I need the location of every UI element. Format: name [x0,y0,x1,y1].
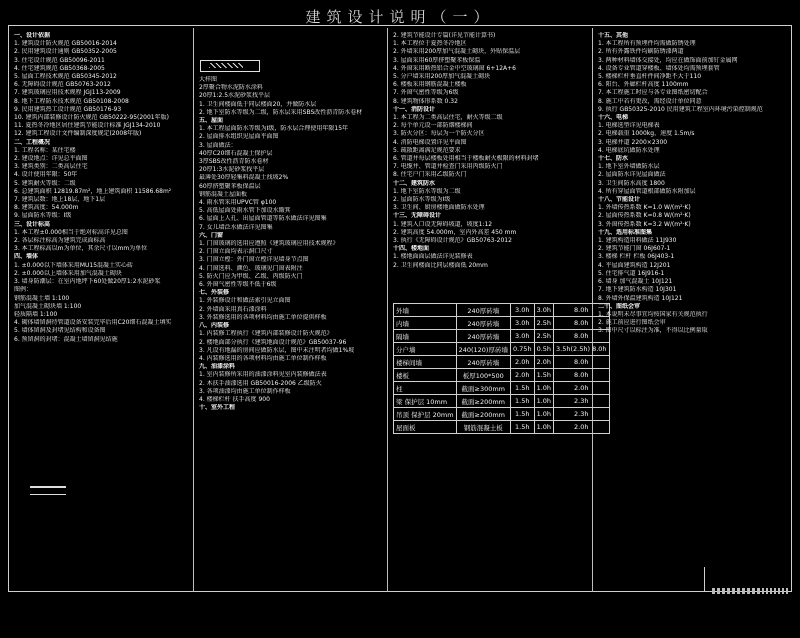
note-line: 5. 墙体留洞及封堵见结构和设备图 [14,327,106,335]
note-line: 2. 电梯载重 1000kg，速度 1.5m/s [598,130,695,138]
table-cell: 隔墙 [394,330,457,343]
note-line: 20厚1:2.5水泥砂浆找平层 [199,92,271,100]
table-cell: 8.0h [554,317,610,330]
table-cell: 2.0h [534,356,553,369]
note-line: 3. 住宅设计规范 GB50096-2011 [14,56,105,64]
note-line: 十一、消防设计 [393,105,436,113]
note-line: 6. 阳台、外廊栏杆高度 1100mm [598,81,689,89]
roof-detail-drawing [200,60,260,72]
table-cell: 1.5h [510,421,534,434]
column-4 [596,32,788,594]
note-line: 4. 住宅建筑规范 GB50368-2005 [14,64,105,72]
note-line: 2. 屋面防水详见屋面做法 [598,171,666,179]
note-line: 7. 女儿墙泛水做法详见图集 [199,223,273,231]
note-line: 3. 卫生间防水高度 1800 [598,179,665,187]
note-line: 二、工程概况 [14,138,51,146]
note-line: 3. 电梯井道 2200×2300 [598,138,668,146]
note-line: 1. 地下室防水等级为二级 [393,187,461,195]
table-cell: 240(120)厚砖墙 [456,343,510,356]
note-line: 4. 砌体墙留洞待管道设备安装完毕后用C20细石混凝土填实 [14,319,172,327]
note-line: 十七、防水 [598,155,629,163]
note-line: 3. 本工程标高以m为单位，其余尺寸以mm为单位 [14,245,148,253]
note-line: 9. 屋面防水等级：I级 [14,212,72,220]
title-block-text [712,588,760,594]
note-line: 2. 施工前应进行图纸会审 [598,319,666,327]
note-line: 1. 电梯选型详见电梯表 [598,122,660,130]
note-line: 1. 卫生间楼面低于同层楼面20，并做防水层 [199,100,317,108]
note-line: 3. 墙身防潮层：在室内地坪下60处做20厚1:2水泥砂浆 [14,278,161,286]
note-line: 3. 卫生间、厨房楼地面做防水处理 [393,204,485,212]
note-line: 5. 高低屋面处雨水管下加设水簸箕 [199,207,291,215]
note-line: 1. 地下室外墙做防水层 [598,163,660,171]
note-line: 九、油漆涂料 [199,363,236,371]
note-line: 40厚C20细石混凝土保护层 [199,149,273,157]
legend-line-concrete [30,486,66,488]
note-line: 1. 本工程±0.000相当于绝对标高详见总图 [14,228,128,236]
note-line: 2. 外墙采用200厚加气混凝土砌块，外贴保温层 [393,48,521,56]
note-line: 3. 图中尺寸以标注为准，不得以比例量取 [598,327,708,335]
table-cell: 柱 [394,382,457,395]
note-line: 2. 卫生间楼面比同层楼面低 20mm [393,261,488,269]
note-line: 1. 建筑入口设无障碍坡道，坡度1:12 [393,220,493,228]
note-line: 1. 本工程为二类高层住宅，耐火等级二级 [393,114,503,122]
note-line: 十三、无障碍设计 [393,212,442,220]
table-row [394,382,610,395]
note-line: 1. 外墙传热系数 K=1.0 W/(m²·K) [598,204,691,212]
note-line: 2. 楼地面部分执行《建筑地面设计规范》GB50037-96 [199,338,347,346]
note-line: 十五、其他 [598,32,629,39]
note-line: 2. 地下室防水等级为二级，防水层采用SBS改性沥青防水卷材 [199,108,363,116]
note-line: 3. 防火分区：每层为一个防火分区 [393,130,485,138]
table-cell: 1.0h [534,408,553,421]
table-row [394,395,610,408]
table-cell: 8.0h [554,330,610,343]
note-line: 十八、节能设计 [598,196,641,204]
note-line: 1. 本说明未尽事宜均按国家有关规范执行 [598,310,708,318]
note-line: 7. 建筑层数：地上18层，地下1层 [14,196,106,204]
title-block-text [762,588,790,594]
table-cell: 3.0h [510,330,534,343]
note-line: 2. 建设地点：详见总平面图 [14,155,88,163]
note-line: 5. 防火门应为甲级、乙级、丙级防火门 [199,272,303,280]
note-line: 图例： [14,286,33,294]
note-line: 1. 室内装修所采用的油漆涂料见室内装修做法表 [199,371,327,379]
sheet-title: 建筑设计说明（一） [305,8,495,26]
note-line: 60厚挤塑聚苯板保温层 [199,182,261,190]
note-line: 2. 所有外露铁件均刷防锈漆两道 [598,48,684,56]
table-cell: 2.3h [554,408,610,421]
note-line: 3. 外窗传热系数 K=3.2 W/(m²·K) [598,220,691,228]
note-line: 2. 建筑节能门窗 06J607-1 [598,245,671,253]
table-cell: 8.0h [554,304,610,317]
note-line: 1. 外装修设计和做法索引见立面图 [199,297,291,305]
hatch-pattern [209,63,243,68]
table-cell: 1.5h [510,395,534,408]
table-cell: 板厚100*500 [456,369,510,382]
note-line: 1. 本工程屋面防水等级为I级，防水层合理使用年限15年 [199,125,349,133]
note-line: 2. 每个单元设一部防烟楼梯间 [393,122,473,130]
note-line: 5. 楼梯栏杆垂直杆件间净距不大于110 [598,73,702,81]
table-cell: 2.0h [510,369,534,382]
note-line: 加气混凝土砌块墙 1:100 [14,302,82,310]
table-cell: 钢筋混凝土板 [456,421,510,434]
note-line: 6. 总建筑面积 12819.87m²，地上建筑面积 11586.68m² [14,187,172,195]
note-line: 7. 外窗气密性等级为6级 [393,89,459,97]
note-line: 4. 消防电梯设置详见平面图 [393,138,467,146]
note-line: 2. 木扶手油漆选用 GB50016-2006 乙级防火 [199,379,322,387]
note-line: 9. 执行 GB50325-2010 民用建筑工程室内环境污染控制规范 [598,105,763,113]
note-line: 2. 屋面传热系数 K=0.8 W/(m²·K) [598,212,691,220]
note-line: 8. 住宅户门采用乙级防火门 [393,171,467,179]
note-line: 1. 门窗玻璃的选用应遵照《建筑玻璃应用技术规程》 [199,240,339,248]
table-cell: 2.5h [534,330,553,343]
table-cell: 240厚砖墙 [456,317,510,330]
note-line: 一、设计依据 [14,32,51,39]
note-line: 1. 建筑构造用料做法 11J930 [598,237,677,245]
table-cell: 3.0h [534,304,553,317]
table-cell: 截面≥200mm [456,395,510,408]
note-line: 4. 设计使用年限：50年 [14,171,78,179]
note-line: 2. 门窗立面均表示洞口尺寸 [199,248,273,256]
table-cell: 3.0h [510,317,534,330]
note-line: 2. 建筑节能设计专篇(详见节能计算书) [393,32,496,39]
note-line: 3厚SBS改性沥青防水卷材 [199,158,269,166]
fire-resistance-table [393,303,610,434]
column-divider [193,28,194,592]
table-cell: 0.5h [534,343,553,356]
note-line: 8. 地下工程防水技术规范 GB50108-2008 [14,97,129,105]
note-line: 4. 设备专业管道穿楼板、墙体处均需预埋套管 [598,64,720,72]
note-line: 8. 施工中若有更改，需经设计单位同意 [598,97,702,105]
note-line: 6. 楼板采用钢筋混凝土楼板 [393,81,467,89]
table-cell: 1.0h [534,421,553,434]
table-cell: 梁 保护层 10mm [394,395,457,408]
note-line: 4. 雨水管采用UPVC管 φ100 [199,199,277,207]
note-line: 6. 屋面上人孔、出屋面管道等防水做法详见图集 [199,215,327,223]
note-line: 1. 本工程位于夏热冬冷地区 [393,40,467,48]
table-cell: 1.0h [534,382,553,395]
note-line: 4. 电梯底坑做防水处理 [598,146,660,154]
note-line: 6. 预留洞的封堵：混凝土墙留洞见结施 [14,335,118,343]
note-line: 8. 外墙外保温建筑构造 10J121 [598,294,683,302]
note-line: 1. ±0.000以下墙体采用MU15混凝土实心砖 [14,261,134,269]
table-cell: 8.0h [554,356,610,369]
note-line: 2. 屋面排水组织见屋面平面图 [199,133,279,141]
table-cell: 内墙 [394,317,457,330]
note-line: 钢筋混凝土屋面板 [199,190,248,198]
note-line: 十九、选用标准图集 [598,228,653,236]
table-cell: 3.0h [510,304,534,317]
note-line: 五、屋面 [199,117,224,125]
note-line: 1. 本工程所有预埋件均需做防锈处理 [598,40,696,48]
table-cell: 吊顶 保护层 20mm [394,408,457,421]
note-line: 最薄处30厚轻集料混凝土找坡2% [199,174,289,182]
note-line: 3. 建筑类别：二类高层住宅 [14,163,88,171]
table-cell: 240厚砖墙 [456,304,510,317]
table-cell: 屋面板 [394,421,457,434]
note-line: 3. 各项油漆均由施工单位制作样板 [199,387,291,395]
table-cell: 2.0h [554,382,610,395]
table-cell: 2.3h [554,395,610,408]
note-line: 7. 建筑玻璃应用技术规程 JGJ113-2009 [14,89,121,97]
table-cell: 2.5h [534,317,553,330]
table-cell: 1.5h [510,408,534,421]
note-line: 5. 住宅排气道 16J916-1 [598,269,665,277]
note-line: 钢筋混凝土墙 1:100 [14,294,70,302]
table-cell: 1.5h [510,382,534,395]
column-1 [12,32,190,594]
note-line: 2. 外墙面采用真石漆涂料 [199,305,267,313]
note-line: 3. 执行《无障碍设计规范》GB50763-2012 [393,237,512,245]
column-2 [197,76,383,638]
note-line: 3. 外装修选用的各项材料均由施工单位提供样板 [199,313,327,321]
note-line: 3. 楼梯 栏杆 栏板 06J403-1 [598,253,675,261]
note-line: 7. 本工程施工时应与各专业图纸密切配合 [598,89,708,97]
note-line: 9. 民用建筑热工设计规范 GB50176-93 [14,105,122,113]
note-line: 四、墙体 [14,253,39,261]
note-line: 3. 凡设有地漏的房间应做防水层，图中未注明者均做1%坡 [199,346,355,354]
note-line: 2. ±0.000以上墙体采用加气混凝土砌块 [14,269,122,277]
note-line: 十六、电梯 [598,114,629,122]
note-line: 十、室外工程 [199,404,236,412]
note-line: 3. 门窗立樘：外门窗立樘详见墙身节点图 [199,256,309,264]
table-cell: 外墙 [394,304,457,317]
table-cell: 楼板 [394,369,457,382]
table-cell: 1.0h [534,395,553,408]
table-cell: 1.5h [534,369,553,382]
note-line: 6. 墙身 加气混凝土 10J121 [598,278,673,286]
note-line: 1. 建筑设计防火规范 GB50016-2014 [14,40,117,48]
note-line: 8. 建筑物体形系数 0.32 [393,97,458,105]
note-line: 八、内装修 [199,322,230,330]
table-cell: 分户墙 [394,343,457,356]
column-divider [387,28,388,592]
note-line: 20厚1:3水泥砂浆找平层 [199,166,265,174]
table-row [394,304,610,317]
note-line: 4. 门窗选料、颜色、玻璃见门窗表附注 [199,264,303,272]
table-cell: 0.75h [510,343,534,356]
note-line: 4. 平屋面建筑构造 12J201 [598,261,671,269]
table-cell: 8.0h [554,369,610,382]
note-line: 6. 无障碍设计规范 GB50763-2012 [14,81,111,89]
note-line: 3. 屋面采用60厚挤塑聚苯板保温 [393,56,481,64]
note-line: 11. 夏热冬冷地区居住建筑节能设计标准 JGJ134-2010 [14,122,161,130]
table-row [394,330,610,343]
note-line: 5. 建筑耐火等级：二级 [14,179,76,187]
note-line: 4. 外窗采用断热铝合金中空玻璃窗 6+12A+6 [393,64,516,72]
note-line: 3. 屋面做法： [199,141,237,149]
note-line: 七、外装修 [199,289,230,297]
note-line: 2. 建筑高度 54.000m，室内外高差 450 mm [393,228,517,236]
note-line: 5. 分户墙采用200厚加气混凝土砌块 [393,73,491,81]
table-cell: 楼梯间墙 [394,356,457,369]
legend-line-block [30,494,66,495]
note-line: 5. 疏散距离满足规范要求 [393,146,461,154]
note-line: 1. 工程名称：某住宅楼 [14,146,76,154]
note-line: 8. 建筑高度：54.000m [14,204,79,212]
table-cell: 2.0h [554,421,610,434]
note-line: 12. 建筑工程设计文件编制深度规定(2008年版) [14,130,142,138]
note-line: 10. 建筑内部装修设计防火规范 GB50222-95(2001年版) [14,114,169,122]
note-line: 2厚聚合物水泥防水涂料 [199,84,263,92]
table-row [394,421,610,434]
note-line: 轻质隔墙 1:100 [14,310,58,318]
note-line: 大样图 [199,76,218,83]
note-line: 4. 内装修选用的各项材料均由施工单位制作样板 [199,354,327,362]
table-cell: 截面≥200mm [456,408,510,421]
table-cell: 240厚砖墙 [456,330,510,343]
table-cell: 3.5h(2.5h) 8.0h [554,343,610,356]
table-cell: 2.0h [510,356,534,369]
note-line: 二十、图纸会审 [598,302,641,310]
note-line: 十四、楼地面 [393,245,430,253]
note-line: 2. 屋面防水等级为I级 [393,196,451,204]
note-line: 2. 各层标注标高为建筑完成面标高 [14,237,106,245]
table-row [394,369,610,382]
note-line: 十二、建筑防水 [393,179,436,187]
table-cell: 240厚砖墙 [456,356,510,369]
table-row [394,356,610,369]
table-row [394,408,610,421]
note-line: 5. 屋面工程技术规范 GB50345-2012 [14,73,117,81]
note-line: 2. 民用建筑设计通则 GB50352-2005 [14,48,117,56]
note-line: 1. 内装修工程执行《建筑内部装修设计防火规范》 [199,330,333,338]
table-row [394,343,610,356]
note-line: 三、设计标高 [14,220,51,228]
note-line: 4. 所有穿屋面管道根部做防水附加层 [598,187,696,195]
table-cell: 截面≥300mm [456,382,510,395]
note-line: 六、门窗 [199,231,224,239]
table-row [394,317,610,330]
note-line: 1. 楼地面面层做法详见装修表 [393,253,473,261]
note-line: 7. 地下建筑防水构造 10J301 [598,286,677,294]
note-line: 3. 两种材料墙体交接处，均应在做饰面前加钉金属网 [598,56,738,64]
note-line: 6. 管道井每层楼板处用相当于楼板耐火极限的材料封堵 [393,155,539,163]
note-line: 4. 楼梯栏杆 扶手高度 900 [199,395,270,403]
note-line: 6. 外窗气密性等级不低于6级 [199,281,277,289]
note-line: 7. 电缆井、管道井检查门采用丙级防火门 [393,163,503,171]
